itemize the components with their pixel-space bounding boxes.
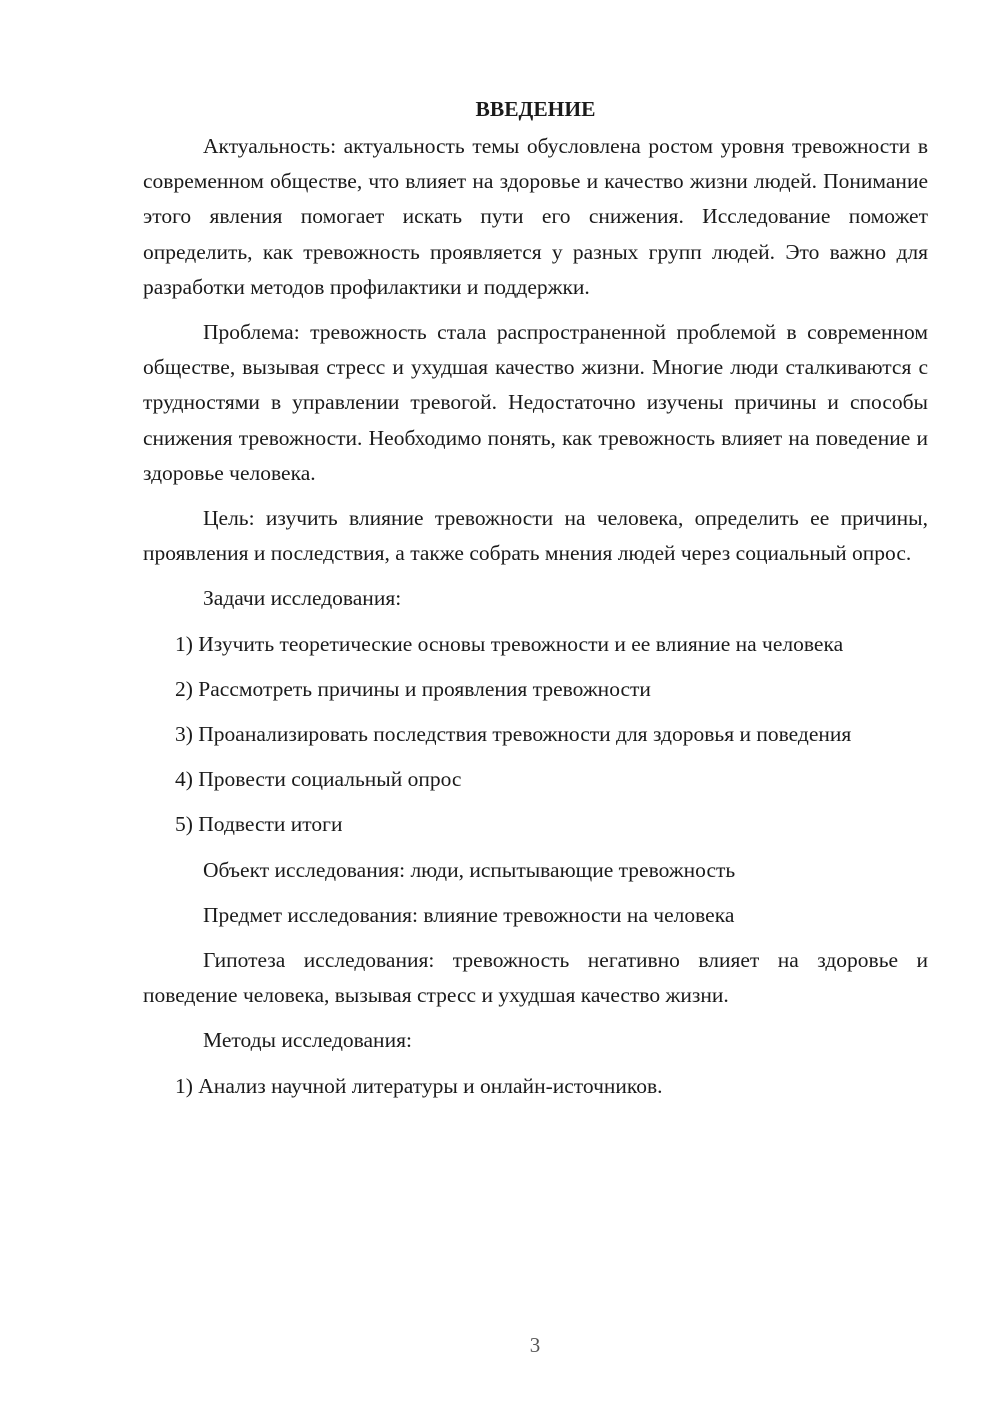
goal-paragraph: Цель: изучить влияние тревожности на человека, определить ее причины, проявления и последствия, а также собрать мнения людей через социальный опрос.: [143, 506, 928, 566]
task-item-3: 3) Проанализировать последствия тревожности для здоровья и поведения: [175, 722, 852, 747]
task-item-1: 1) Изучить теоретические основы тревожности и ее влияние на человека: [175, 631, 844, 656]
problem-paragraph: Проблема: тревожность стала распространенной проблемой в современном обществе, вызывая стресс и ухудшая качество жизни. Многие люди сталкиваются с трудностями в управлении тревогой. Недостаточно изучены причины и способы снижения тревожности. Необходимо понять, как тревожность влияет на поведение и здоровье человека.: [143, 320, 928, 485]
task-item-2: 2) Рассмотреть причины и проявления тревожности: [175, 676, 651, 701]
document-title: ВВЕДЕНИЕ: [475, 97, 596, 121]
task-item-5: 5) Подвести итоги: [175, 812, 343, 837]
methods-heading: Методы исследования:: [203, 1028, 412, 1053]
research-subject: Предмет исследования: влияние тревожности на человека: [203, 902, 735, 927]
method-item-1: 1) Анализ научной литературы и онлайн-источников.: [175, 1073, 663, 1098]
task-item-4: 4) Провести социальный опрос: [175, 767, 462, 792]
relevance-paragraph: Актуальность: актуальность темы обусловлена ростом уровня тревожности в современном обществе, что влияет на здоровье и качество жизни людей. Понимание этого явления помогает искать пути его снижения. Исследование поможет определить, как тревожность проявляется у разных групп людей. Это важно для разработки методов профилактики и поддержки.: [143, 134, 928, 299]
page-number: 3: [529, 1333, 541, 1357]
document-page: [143, 92, 928, 1114]
tasks-heading: Задачи исследования:: [203, 586, 402, 611]
research-hypothesis: Гипотеза исследования: тревожность негативно влияет на здоровье и поведение человека, вызывая стресс и ухудшая качество жизни.: [143, 948, 928, 1008]
research-object: Объект исследования: люди, испытывающие тревожность: [203, 857, 736, 882]
